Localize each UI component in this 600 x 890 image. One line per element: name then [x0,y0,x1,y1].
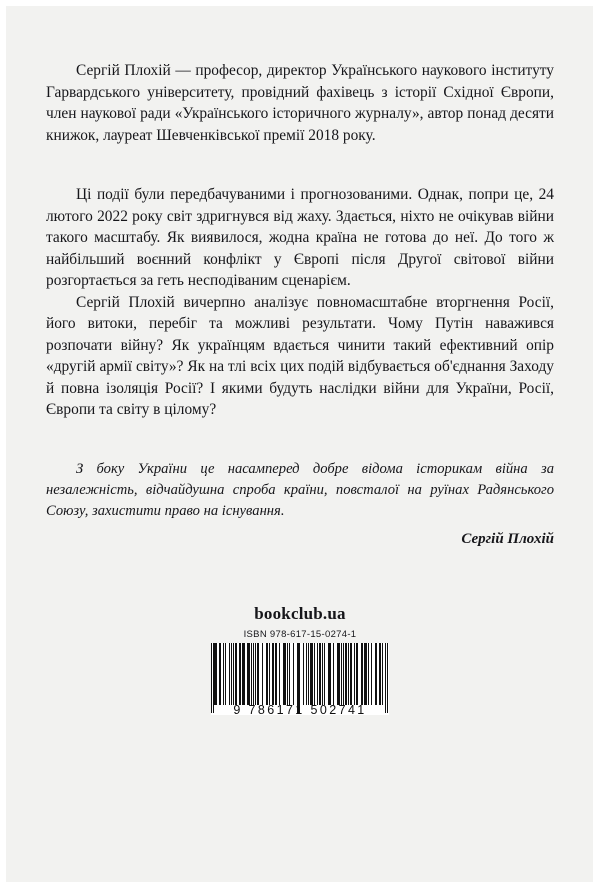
page-edge-top [0,0,600,6]
barcode-block [211,629,389,715]
isbn-label: ISBN 978-617-15-0274-1 [243,629,357,640]
pull-quote: З боку України це насамперед добре відома історикам війна за незалежність, відчайдушна спроба країни, повсталої на руїнах Радянського Союзу, захистити право на існування. [46,460,554,519]
description-paragraph-2: Сергій Плохій вичерпно аналізує повномасштабне вторгнення Росії, його витоки, перебіг та можливі результати. Чому Путін наважився розпочати війну? Як українцям вдається чинити такий ефективний опір «другій армії світу»? Як на тлі всіх цих подій відбувається об'єднання Заходу й повна ізоляція Росії? І якими будуть наслідки війни для України, Росії, Європи та світу в цілому? [46,293,554,418]
publisher-website[interactable]: bookclub.ua [254,604,346,623]
author-bio: Сергій Плохій — професор, директор Українського наукового інституту Гарвардського університету, провідний фахівець з історії Східної Європи, член наукової ради «Українського історичного журналу», автор понад десяти книжок, лауреат Шевченківської премії 2018 року. [46,62,554,144]
barcode-digits: 9 786171 502741 [233,703,367,717]
page-edge-left [0,0,6,890]
barcode-image [211,643,389,715]
description-paragraph-1: Ці події були передбачуваними і прогнозованими. Однак, попри це, 24 лютого 2022 року світ здригнувся від жаху. Здається, ніхто не очікував війни такого масштабу. Як виявилося, жодна країна не готова до неї. До того ж найбільший воєнний конфлікт у Європі після Другої світової війни розгортається за геть несподіваним сценарієм. [46,186,554,289]
cover-text-content [46,60,554,548]
description-block [46,184,554,421]
page-edge-bottom [0,882,600,890]
page-edge-right [593,0,600,890]
pull-quote-author: Сергій Плохій [461,530,554,547]
